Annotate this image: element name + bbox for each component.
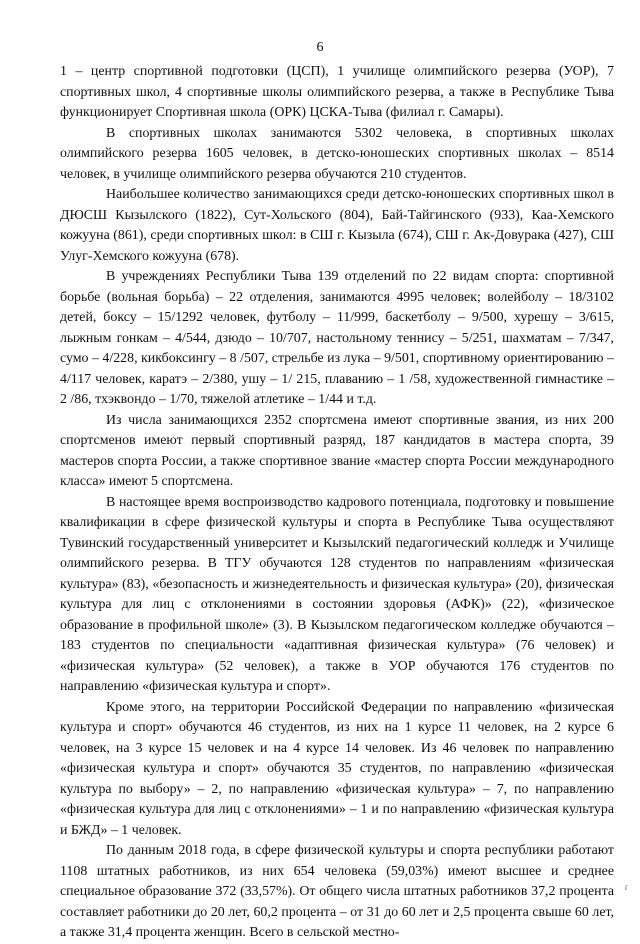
paragraph-staff-2018: По данным 2018 года, в сфере физической культуры и спорта республики работают 1108 штатных работников, из них 654 человека (59,03%) имеют высшее и среднее специальное образование 372 (33,57%). От общего числа штатных работников 37,2 процента составляет работники до 20 лет, 60,2 процента – от 31 до 60 лет и 2,5 процента свыше 60 лет, а также 31,4 процента женщин. Всего в сельской местно- — [60, 843, 614, 940]
paragraph-largest-schools: Наибольшее количество занимающихся среди детско-юношеских спортивных школ в ДЮСШ Кызылского (1822), Сут-Хольского (804), Бай-Тайгинского (933), Каа-Хемского кожууна (861), среди спортивных школ: в СШ г. Кызыла (674), СШ г. Ак-Довурака (427), СШ Улуг-Хемского кожууна (678). — [60, 187, 614, 264]
page-body — [60, 62, 614, 944]
paragraph-staff-training: В настоящее время воспроизводство кадрового потенциала, подготовку и повышение квалификации в сфере физической культуры и спорта в Республике Тыва осуществляют Тувинский государственный университет и Кызылский педагогический колледж и Училище олимпийского резерва. В ТГУ обучаются 128 студентов по направлениям «физическая культура» (83), «безопасность и жизнедеятельность и физическая культура» (20), физическая культура для лиц с отклонениями в состоянии здоровья (АФК)» (22), «физическое образование в профильной школе» (3). В Кызылском педагогическом колледже обучаются – 183 студентов по специальности «адаптивная физическая культура» (76 человек) и «физическая культура» (52 человек), а также в УОР обучаются 176 студентов по направлению «физическая культура и спорт». — [60, 494, 614, 694]
paragraph-students-russia: Кроме этого, на территории Российской Федерации по направлению «физическая культура и спорт» обучаются 46 студентов, из них на 1 курсе 11 человек, на 2 курсе 6 человек, на 3 курсе 15 человек и на 4 курсе 14 человек. Из 46 человек по направлению «физическая культура и спорт» обучаются 35 студентов, по направлению «физическая культура по выбору» – 2, по направлению «физическая культура» – 7, по направлению «физическая культура для лиц с отклонениями» – 1 и по направлению «физическая культура и БЖД» – 1 человек. — [60, 699, 614, 838]
paragraph-school-enrollment: В спортивных школах занимаются 5302 человека, в спортивных школах олимпийского резерва 1605 человек, в детско-юношеских спортивных школах – 8514 человек, в училище олимпийского резерва обучаются 210 студентов. — [60, 125, 614, 182]
paragraph-sport-departments: В учреждениях Республики Тыва 139 отделений по 22 видам спорта: спортивной борьбе (вольная борьба) – 22 отделения, занимаются 4995 человек; волейболу – 18/3102 детей, боксу – 15/1292 человек, футболу – 11/999, баскетболу – 9/500, хурешу – 3/615, лыжным гонкам – 4/544, дзюдо – 10/707, настольному теннису – 5/251, шахматам – 7/347, сумо – 4/228, кикбоксингу – 8 /507, стрельбе из лука – 9/501, спортивному ориентированию – 4/117 человек, каратэ – 2/380, ушу – 1/ 215, плаванию – 1 /58, художественной гимнастике – 2 /86, тхэквондо – 1/70, тяжелой атлетике – 1/44 и т.д. — [60, 269, 614, 407]
page-number: 6 — [316, 40, 324, 55]
paragraph-sports-institutions: 1 – центр спортивной подготовки (ЦСП), 1 училище олимпийского резерва (УОР), 7 спортивных школ, 4 спортивные школы олимпийского резерва, а также в Республике Тыва функционирует Спортивная школа (ОРК) ЦСКА-Тыва (филиал г. Самары). — [60, 64, 614, 120]
corner-mark: ɾ — [624, 882, 628, 893]
paragraph-sport-titles: Из числа занимающихся 2352 спортсмена имеют спортивные звания, из них 200 спортсменов имеют первый спортивный разряд, 187 кандидатов в мастера спорта, 39 мастеров спорта России, а также спортивное звание «мастер спорта России международного класса» имеют 5 спортсмена. — [60, 412, 614, 489]
